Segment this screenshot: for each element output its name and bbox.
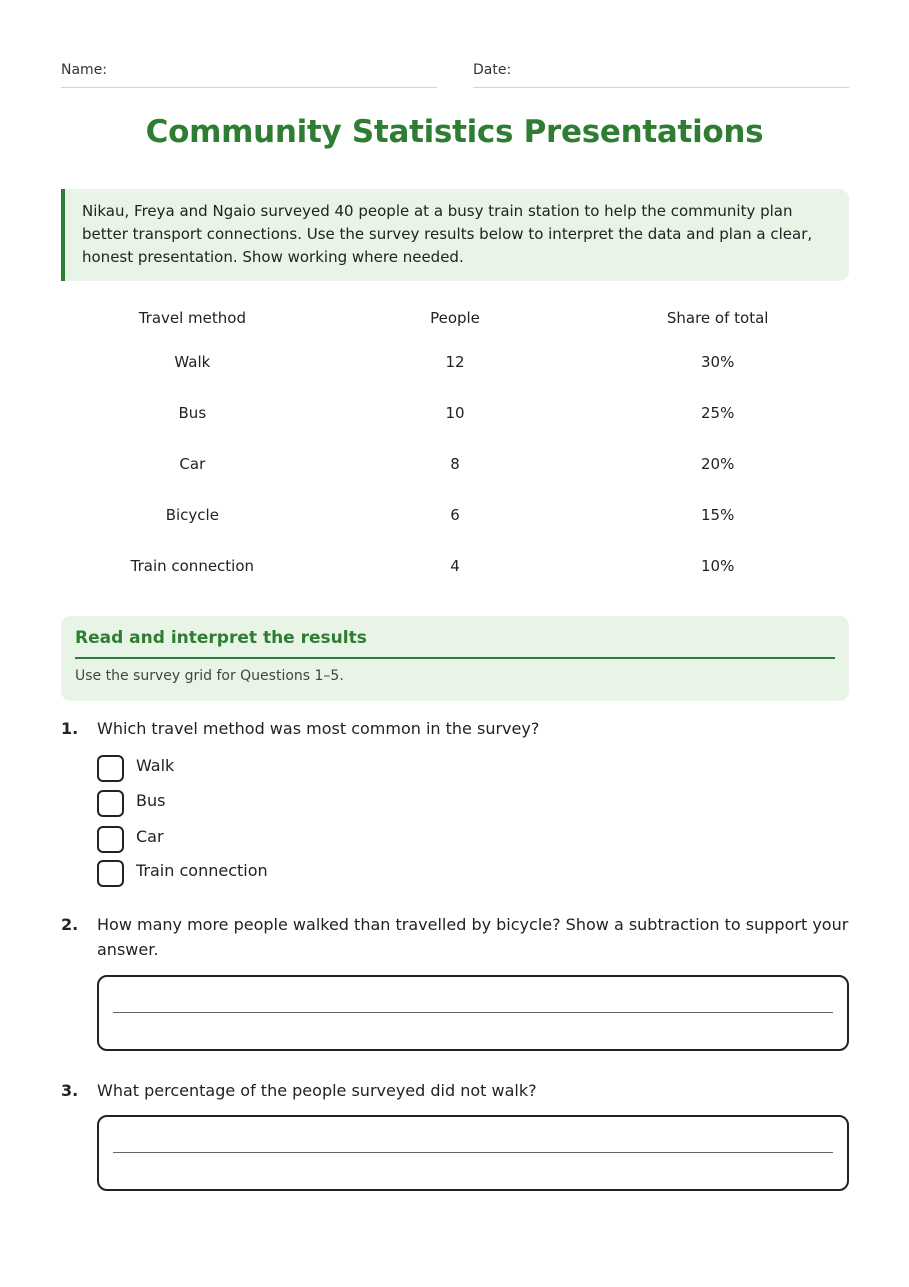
question-text: Which travel method was most common in the survey? xyxy=(97,719,540,738)
table-row xyxy=(61,336,849,387)
table-row xyxy=(61,387,849,438)
table-header-cell: People xyxy=(430,309,480,327)
table-row xyxy=(61,438,849,489)
checkbox[interactable] xyxy=(97,860,124,887)
option-label: Walk xyxy=(136,755,175,775)
page-title: Community Statistics Presentations xyxy=(145,114,764,150)
name-label: Name: xyxy=(61,62,108,78)
section-subtitle: Use the survey grid for Questions 1–5. xyxy=(75,668,344,684)
checkbox[interactable] xyxy=(97,755,124,782)
date-label: Date: xyxy=(473,62,512,78)
table-cell: Bicycle xyxy=(165,505,219,524)
table-cell: 10 xyxy=(445,403,465,422)
table-header-row xyxy=(61,300,849,336)
question-number: 2. xyxy=(61,915,79,934)
question-3 xyxy=(61,1078,849,1103)
table-cell: 25% xyxy=(701,403,735,422)
table-cell: 20% xyxy=(701,454,735,473)
option-bus[interactable] xyxy=(97,790,165,816)
table-cell: Train connection xyxy=(130,556,255,575)
date-field[interactable] xyxy=(473,62,849,88)
table-cell: 30% xyxy=(701,352,735,371)
table-cell: 15% xyxy=(701,505,735,524)
answer-line xyxy=(113,1012,833,1013)
option-walk[interactable] xyxy=(97,755,174,781)
table-row xyxy=(61,489,849,540)
question-text: What percentage of the people surveyed did not walk? xyxy=(97,1081,537,1100)
question-number: 1. xyxy=(61,719,79,738)
option-label: Bus xyxy=(136,790,166,810)
answer-box[interactable] xyxy=(97,975,849,1051)
question-2 xyxy=(61,912,849,962)
table-cell: 8 xyxy=(450,454,460,473)
checkbox[interactable] xyxy=(97,826,124,853)
name-date-header xyxy=(61,62,849,88)
table-cell: Walk xyxy=(174,352,211,371)
section-panel xyxy=(61,616,849,701)
table-header-cell: Travel method xyxy=(138,309,246,327)
table-cell: 4 xyxy=(450,556,460,575)
survey-table xyxy=(61,300,849,591)
table-cell: 12 xyxy=(445,352,465,371)
table-cell: Bus xyxy=(178,403,207,422)
option-label: Train connection xyxy=(136,860,268,880)
table-row xyxy=(61,540,849,591)
question-1 xyxy=(61,716,849,741)
question-text: How many more people walked than travelled by bicycle? Show a subtraction to support your answer. xyxy=(97,915,849,959)
option-train-connection[interactable] xyxy=(97,860,268,886)
option-label: Car xyxy=(136,826,164,846)
table-header-cell: Share of total xyxy=(666,309,769,327)
table-cell: 10% xyxy=(701,556,735,575)
option-car[interactable] xyxy=(97,826,164,852)
question-number: 3. xyxy=(61,1081,79,1100)
answer-line xyxy=(113,1152,833,1153)
answer-box[interactable] xyxy=(97,1115,849,1191)
table-cell: 6 xyxy=(450,505,460,524)
intro-panel: Nikau, Freya and Ngaio surveyed 40 people at a busy train station to help the community plan better transport connections. Use the survey results below to interpret the data and plan a clear, honest presentation. Show working where needed. xyxy=(61,189,849,281)
name-field[interactable] xyxy=(61,62,437,88)
section-title: Read and interpret the results xyxy=(75,628,835,659)
checkbox[interactable] xyxy=(97,790,124,817)
table-cell: Car xyxy=(179,454,206,473)
